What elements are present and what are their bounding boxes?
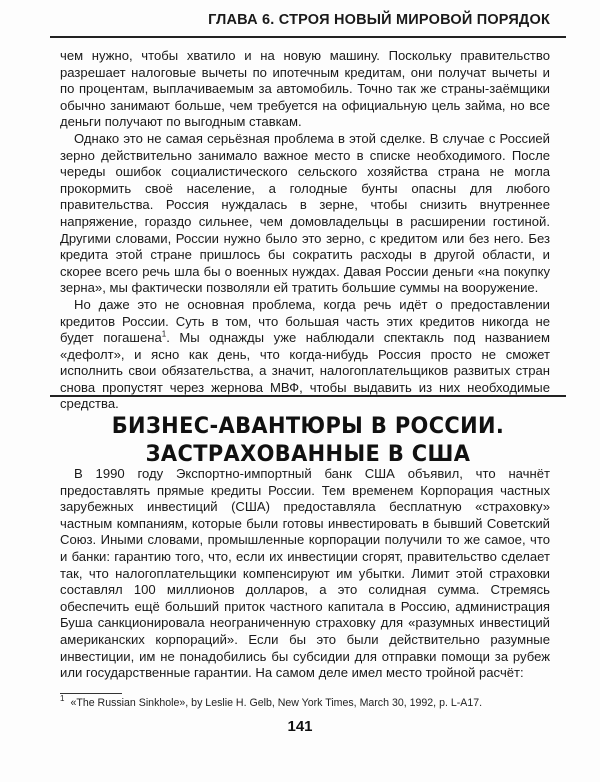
footnote (60, 694, 550, 710)
paragraph-eximbank: В 1990 году Экспортно-импортный банк США объявил, что начнёт предоставлять прямые кредиты России. Тем временем Корпорация частных зарубежных инвестиций (США) предоставляла бесплатную «страховку» частным компаниям, которые были готовы инвестировать в бывший Советский Союз. Иными словами, промышленные корпорации получили то же самое, что и банки: гарантию того, что, если их инвестиции сгорят, правительство сделает так, что налогоплательщики компенсируют им убытки. Лимит этой страховки составлял 100 миллионов долларов, а это солидная сумма. Стремясь обеспечить ещё больший приток частного капитала в Россию, администрация Буша санкционировала неограниченную страховку для «разумных инвестиций американских корпораций». Если бы это были действительно разумные инвестиции, им не понадобились бы субсидии для отправки помощи за рубеж или государственные гарантии. На самом деле имел место тройной расчёт: (60, 466, 550, 681)
section-divider (50, 395, 566, 397)
chapter-text-top (60, 48, 550, 413)
section-title-line-1: БИЗНЕС-АВАНТЮРЫ В РОССИИ. (111, 413, 505, 439)
footnote-reference[interactable]: 1 (161, 329, 167, 339)
paragraph-grain: Однако это не самая серьёзная проблема в этой сделке. В случае с Россией зерно действительно занимало важное место в списке необходимого. После череды ошибок социалистического сельского хозяйства страна не могла прокормить своё население, а голодные бунты опасны для любого правительства. Россия нуждалась в зерне, чтобы снизить внутреннее напряжение, гораздо сильнее, чем домовладельцы в расширении гостиной. Другими словами, России нужно было это зерно, с кредитом или без него. Без кредита этой стране пришлось бы сократить расходы в другой области, и скорее всего речь шла бы о военных нуждах. Давая России деньги «на покупку зерна», мы фактически позволяли ей тратить большие суммы на вооружение. (60, 130, 550, 296)
section-title (68, 412, 548, 468)
paragraph-default-text-1: Но даже это не основная проблема, когда речь идёт о предоставлении кредитов России. Суть в том, что большая часть этих кредитов никогда не будет погашена (60, 296, 550, 346)
footnote-rule (60, 693, 122, 694)
footnote-text: «The Russian Sinkhole», by Leslie H. Gelb, New York Times, March 30, 1992, p. L-A17. (70, 697, 483, 709)
paragraph-continued: чем нужно, чтобы хватило и на новую машину. Поскольку правительство разрешает налоговые вычеты по ипотечным кредитам, они получат вычеты и по процентам, выплачиваемым за автомобиль. Точно так же страны-заёмщики обычно занимают больше, чем требуется на официальную цель займа, но все деньги получают по выгодным ставкам. (60, 48, 550, 130)
section-title-line-2: ЗАСТРАХОВАННЫЕ В США (145, 441, 471, 467)
header-rule (50, 36, 566, 38)
footnote-mark: 1 (60, 694, 65, 704)
running-header: ГЛАВА 6. СТРОЯ НОВЫЙ МИРОВОЙ ПОРЯДОК (208, 12, 550, 28)
paragraph-default-text-2: . Мы однажды уже наблюдали спектакль под названием «дефолт», и ясно как день, что когда-нибудь Россия просто не сможет исполнить свои обязательства, а значит, налогоплательщиков развитых стран снова пропустят через жернова МВФ, чтобы выдавить из них необходимые средства. (60, 330, 551, 412)
section-body (60, 466, 550, 682)
page-number: 141 (287, 718, 313, 735)
